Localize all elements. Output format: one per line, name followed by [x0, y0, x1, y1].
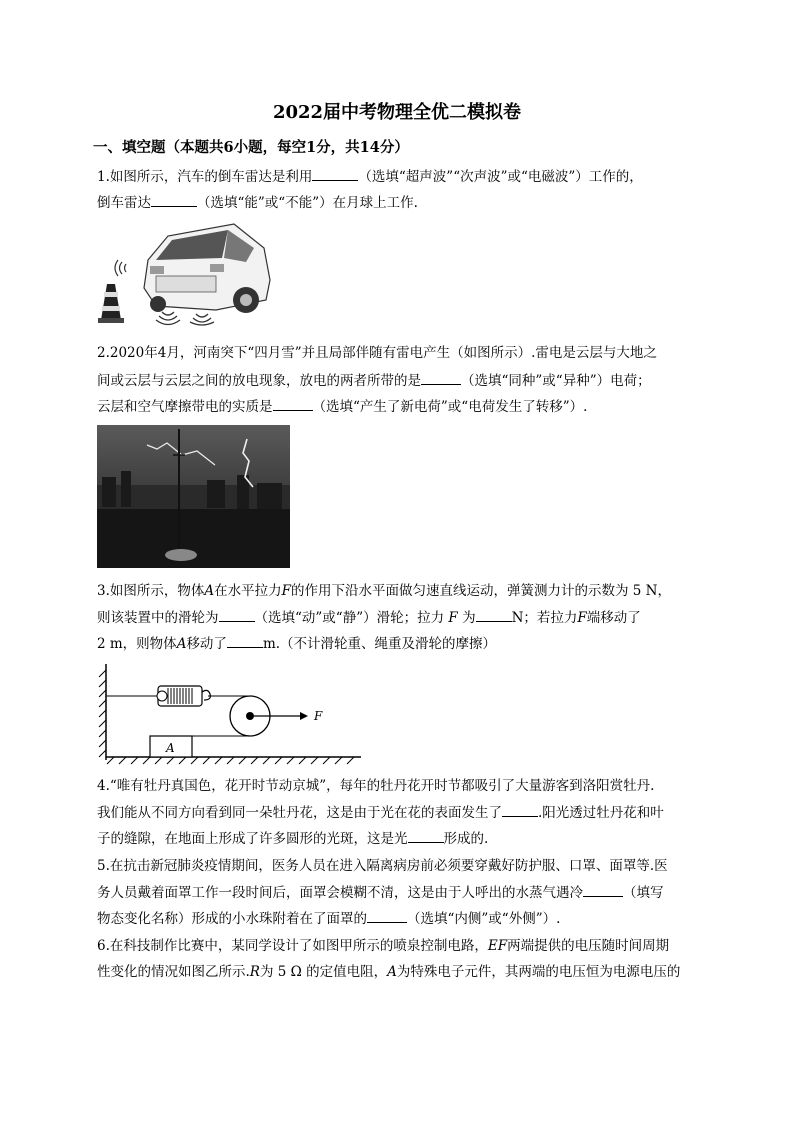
text: （选填“能”或“不能”）在月球上工作.: [197, 195, 418, 211]
answer-blank[interactable]: [151, 192, 197, 207]
text: 云层和空气摩擦带电的实质是: [97, 399, 273, 415]
question-3-line-1: [97, 581, 671, 601]
text: 为特殊电子元件，其两端的电压恒为电源电压的: [396, 964, 681, 980]
text: 则该装置中的滑轮为: [97, 610, 219, 626]
question-4-line-2: [97, 802, 664, 823]
text: （选填“产生了新电荷”或“电荷发生了转移”）.: [312, 399, 588, 415]
question-3-line-3: [97, 633, 496, 654]
answer-blank[interactable]: [219, 607, 255, 622]
var-F: F: [448, 610, 458, 626]
answer-blank[interactable]: [273, 396, 313, 411]
sound-wave-icon: [115, 260, 126, 276]
var-EF: EF: [487, 938, 508, 954]
text: 的作用下沿水平面做匀速直线运动，弹簧测力计的示数为 5 N，: [291, 583, 671, 599]
text: 1.如图所示，汽车的倒车雷达是利用: [97, 169, 313, 185]
text: 2 m，则物体: [97, 636, 177, 652]
ground-hatching: [107, 757, 354, 764]
text: 两端提供的电压随时间周期: [507, 938, 670, 954]
answer-blank[interactable]: [408, 828, 444, 843]
question-4-line-3: [97, 828, 488, 849]
text: 6.在科技制作比赛中，某同学设计了如图甲所示的喷泉控制电路，: [97, 938, 488, 954]
text: 物态变化名称）形成的小水珠附着在了面罩的: [97, 911, 367, 927]
text: （选填“同种”或“异种”）电荷；: [461, 373, 651, 389]
answer-blank[interactable]: [367, 908, 407, 923]
answer-blank[interactable]: [502, 802, 538, 817]
question-2-line-1: 2.2020年4月，河南突下“四月雪”并且局部伴随有雷电产生（如图所示）.雷电是云层与大地之: [97, 345, 657, 361]
question-5-line-3: [97, 908, 560, 929]
var-R: R: [249, 964, 260, 980]
wall-hatching: [99, 670, 106, 757]
question-5-line-1: 5.在抗击新冠肺炎疫情期间，医务人员在进入隔离病房前必须要穿戴好防护服、口罩、面罩等.医: [97, 858, 668, 874]
question-1-line-2: [97, 192, 418, 213]
answer-blank[interactable]: [583, 882, 623, 897]
text: （填写: [623, 885, 664, 901]
text: 我们能从不同方向看到同一朵牡丹花，这是由于光在花的表面发生了: [97, 805, 502, 821]
question-2-line-3: [97, 396, 587, 417]
text: 务人员戴着面罩工作一段时间后，面罩会模糊不清，这是由于人呼出的水蒸气遇冷: [97, 885, 583, 901]
force-label: F: [314, 709, 323, 723]
text: .阳光透过牡丹花和叶: [538, 805, 664, 821]
car-icon: [144, 224, 270, 313]
block-label: A: [166, 741, 175, 755]
text: 倒车雷达: [97, 195, 151, 211]
text: （选填“内侧”或“外侧”）.: [407, 911, 561, 927]
traffic-cone-icon: [98, 284, 124, 323]
question-4-line-1: 4.“唯有牡丹真国色，花开时节动京城”，每年的牡丹花开时节都吸引了大量游客到洛阳赏牡丹.: [97, 778, 655, 794]
pulley-figure: [96, 660, 366, 768]
sound-wave-icon: [156, 312, 214, 325]
var-F: F: [281, 583, 292, 599]
text: m.（不计滑轮重、绳重及滑轮的摩擦）: [262, 636, 497, 652]
section-heading: 一、填空题（本题共6小题，每空1分，共14分）: [93, 139, 409, 156]
answer-blank[interactable]: [227, 633, 263, 648]
text: 性变化的情况如图乙所示.: [97, 964, 250, 980]
car-radar-figure: [96, 218, 274, 326]
text: 形成的.: [443, 831, 489, 847]
answer-blank[interactable]: [476, 607, 512, 622]
question-2-line-2: [97, 370, 651, 391]
text: 为: [462, 610, 476, 626]
question-1-line-1: [97, 166, 643, 187]
text: 3.如图所示，物体: [97, 583, 205, 599]
var-A: A: [204, 583, 215, 599]
text: 端移动了: [586, 610, 641, 626]
text: 子的缝隙，在地面上形成了许多圆形的光斑，这是光: [97, 831, 408, 847]
text: 在水平拉力: [214, 583, 282, 599]
answer-blank[interactable]: [312, 166, 358, 181]
question-6-line-1: [97, 936, 669, 956]
text: （选填“动”或“静”）滑轮；拉力: [254, 610, 445, 626]
answer-blank[interactable]: [421, 370, 461, 385]
question-5-line-2: [97, 882, 664, 903]
spring-scale-icon: [157, 686, 210, 706]
question-6-line-2: [97, 962, 680, 982]
var-A: A: [176, 636, 187, 652]
page-title: 2022届中考物理全优二模拟卷: [272, 102, 522, 123]
text: 为 5 Ω 的定值电阻，: [259, 964, 388, 980]
var-F: F: [577, 610, 587, 626]
question-3-line-2: [97, 607, 641, 628]
var-A: A: [387, 964, 397, 980]
text: 间或云层与云层之间的放电现象，放电的两者所带的是: [97, 373, 421, 389]
text: （选填“超声波”“次声波”或“电磁波”）工作的，: [358, 169, 643, 185]
text: N；若拉力: [511, 610, 578, 626]
text: 移动了: [186, 636, 227, 652]
lightning-photo: [97, 425, 290, 568]
